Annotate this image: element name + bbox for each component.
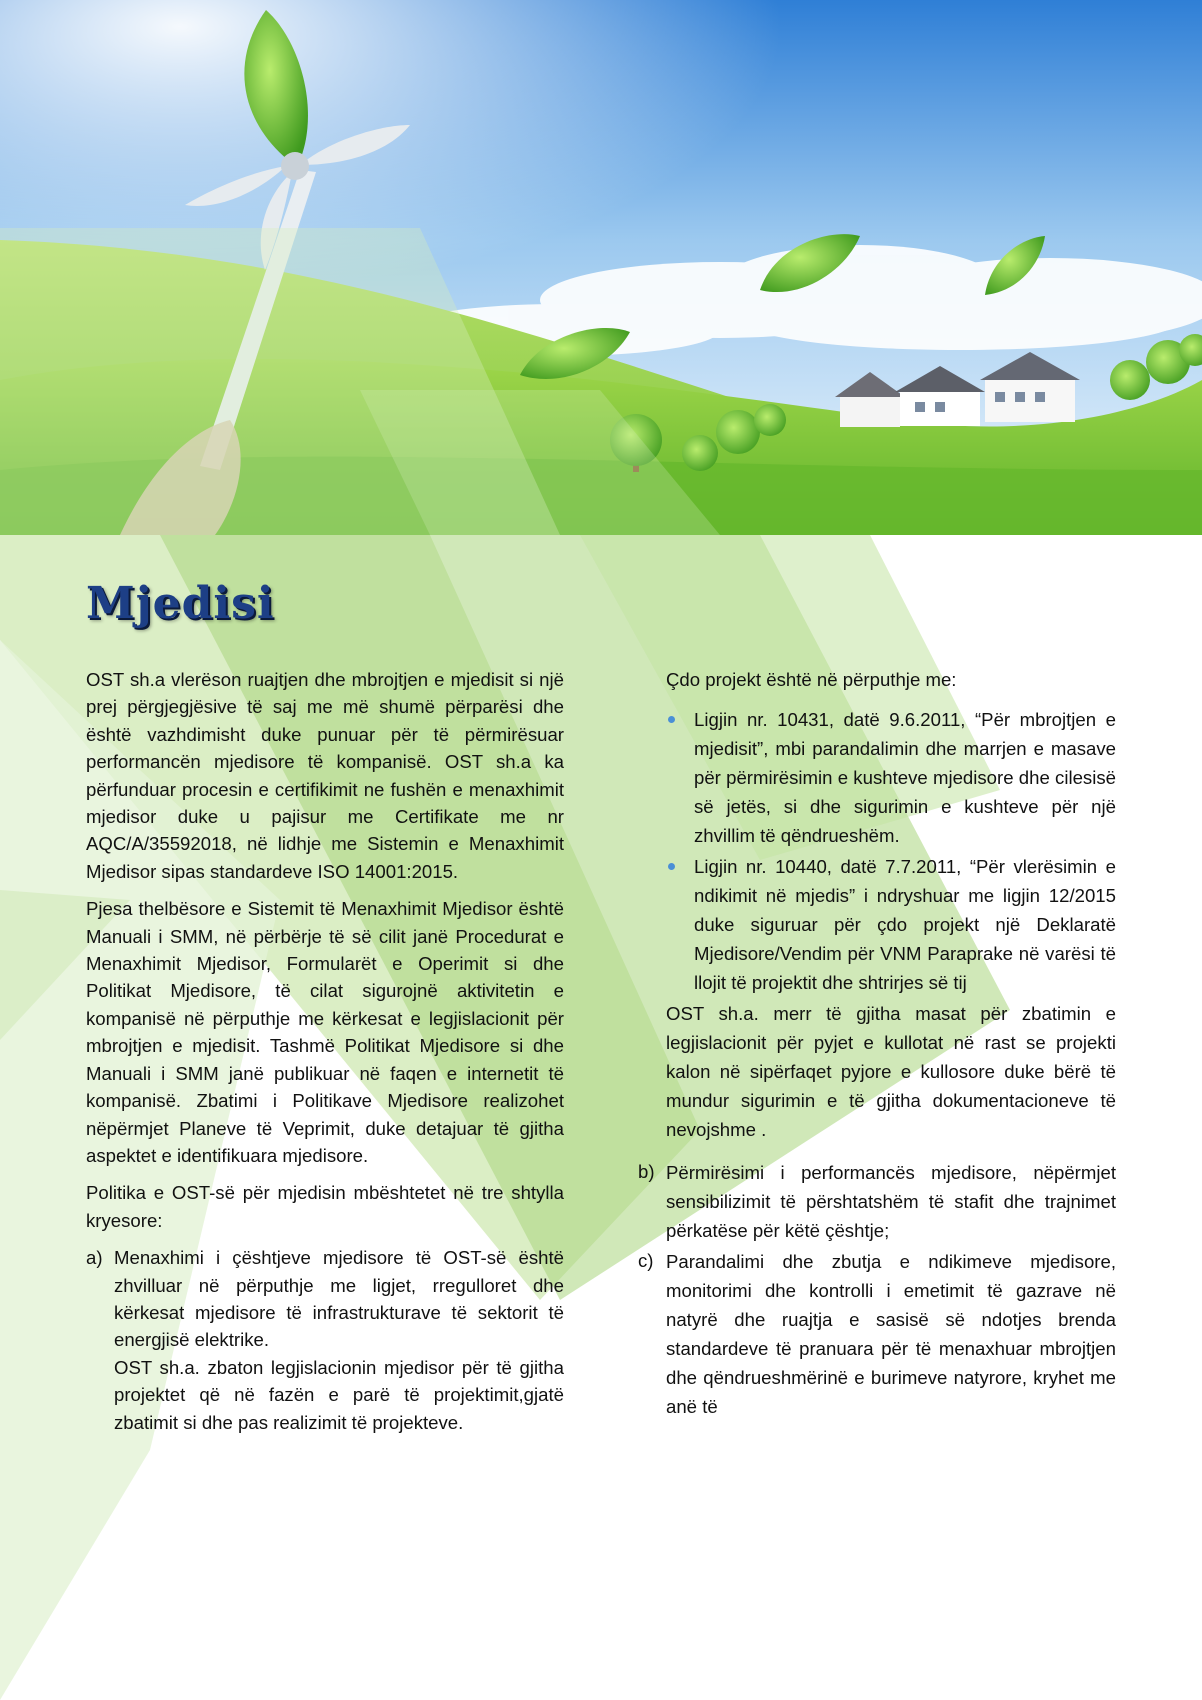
list-marker: a) (86, 1247, 103, 1269)
list-item (666, 705, 1116, 850)
list-item-text: Përmirësimi i performancës mjedisore, nëpërmjet sensibilizimit të përshtatshëm të stafit dhe trajnimet përkatëse për këtë çështje; (666, 1162, 1116, 1242)
list-item-text: OST sh.a. zbaton legjislacionin mjedisor për të gjitha projektet që në fazën e parë të projektimit,gjatë zbatimit si dhe pas realizimit të projekteve. (114, 1356, 564, 1433)
left-column (86, 666, 564, 1436)
right-column (638, 666, 1116, 1423)
laws-list (666, 705, 1116, 997)
list-item (638, 1158, 1116, 1245)
pillars-list (86, 1244, 564, 1436)
list-marker: b) (638, 1161, 655, 1183)
list-item (666, 852, 1116, 997)
list-marker: c) (638, 1250, 654, 1272)
bullet-icon (668, 716, 675, 723)
pillars-list-continued (638, 1158, 1116, 1421)
hero-landscape-image (0, 0, 1202, 535)
policy-pillars-paragraph: Politika e OST-së për mjedisin mbështetet në tre shtylla kryesore: (86, 1182, 564, 1231)
list-item-text: Ligjin nr. 10440, datë 7.7.2011, “Për vlerësimin e ndikimit në mjedis” i ndryshuar me ligjin 12/2015 duke siguruar për çdo projekt një Deklaratë Mjedisore/Vendim për VNM Paraprake në varësi të llojit të projektit dhe shtrirjes së tij (694, 856, 1116, 994)
bullet-icon (668, 863, 675, 870)
list-item-text: Ligjin nr. 10431, datë 9.6.2011, “Për mbrojtjen e mjedisit”, mbi parandalimin dhe marrjen e masave për përmirësimin e kushteve mjedisore dhe cilesisë së jetës, si dhe sigurimin e kushteve për një zhvillim të qëndrueshëm. (694, 709, 1116, 847)
page-title: Mjedisi (86, 578, 275, 629)
list-item-text: Menaxhimi i çështjeve mjedisore të OST-së është zhvilluar në përputhje me ligjet, rregulloret dhe kërkesat mjedisore të infrastrukturave të sektorit të energjisë elektrike. (114, 1247, 564, 1351)
list-item-text: Parandalimi dhe zbutja e ndikimeve mjedisore, monitorimi dhe kontrolli i emetimit të gazrave në natyrë dhe ruajtja e sasisë së ndotjes brenda standardeve të pranuara për të menaxhuar mbrojtjen dhe qëndrueshmërinë e burimeve natyrore, kryhet me anë të (666, 1251, 1116, 1418)
sms-paragraph: Pjesa thelbësore e Sistemit të Menaxhimit Mjedisor është Manuali i SMM, në përbërje të së cilit janë Procedurat e Menaxhimit Mjedisor, Formularët e Operimit si dhe Politikat Mjedisore, të cilat sigurojnë aktivitetin e kompanisë në përputhje me kërkesat e legjislacionit për mbrojtjen e mjedisit. Tashmë Politikat Mjedisore si dhe Manuali i SMM janë publikuar në faqen e internetit të kompanisë. Zbatimi i Politikave Mjedisore realizohet nëpërmjet Planeve të Veprimit, duke detajuar të gjitha aspektet e identifikuara mjedisore. (86, 898, 564, 1166)
compliance-intro: Çdo projekt është në përputhje me: (666, 669, 957, 690)
intro-paragraph: OST sh.a vlerëson ruajtjen dhe mbrojtjen e mjedisit si një prej përgjegjësive të saj me më shumë përparësi dhe është vazhdimisht duke punuar për të përmirësuar performancën mjedisore të kompanisë. OST sh.a ka përfunduar procesin e certifikimit ne fushën e menaxhimit mjedisor duke u pajisur me Certifikate me nr AQC/A/35592018, në lidhje me Sistemin e Menaxhimit Mjedisor sipas standardeve ISO 14001:2015. (86, 669, 564, 882)
list-item (638, 1247, 1116, 1421)
list-item (86, 1244, 564, 1436)
forestry-paragraph: OST sh.a. merr të gjitha masat për zbatimin e legjislacionit për pyjet e kullotat në rast se projekti kalon në sipërfaqet pyjore e kullosore duke bërë të mundur sigurimin e të gjitha dokumentacioneve të nevojshme . (666, 1003, 1116, 1141)
